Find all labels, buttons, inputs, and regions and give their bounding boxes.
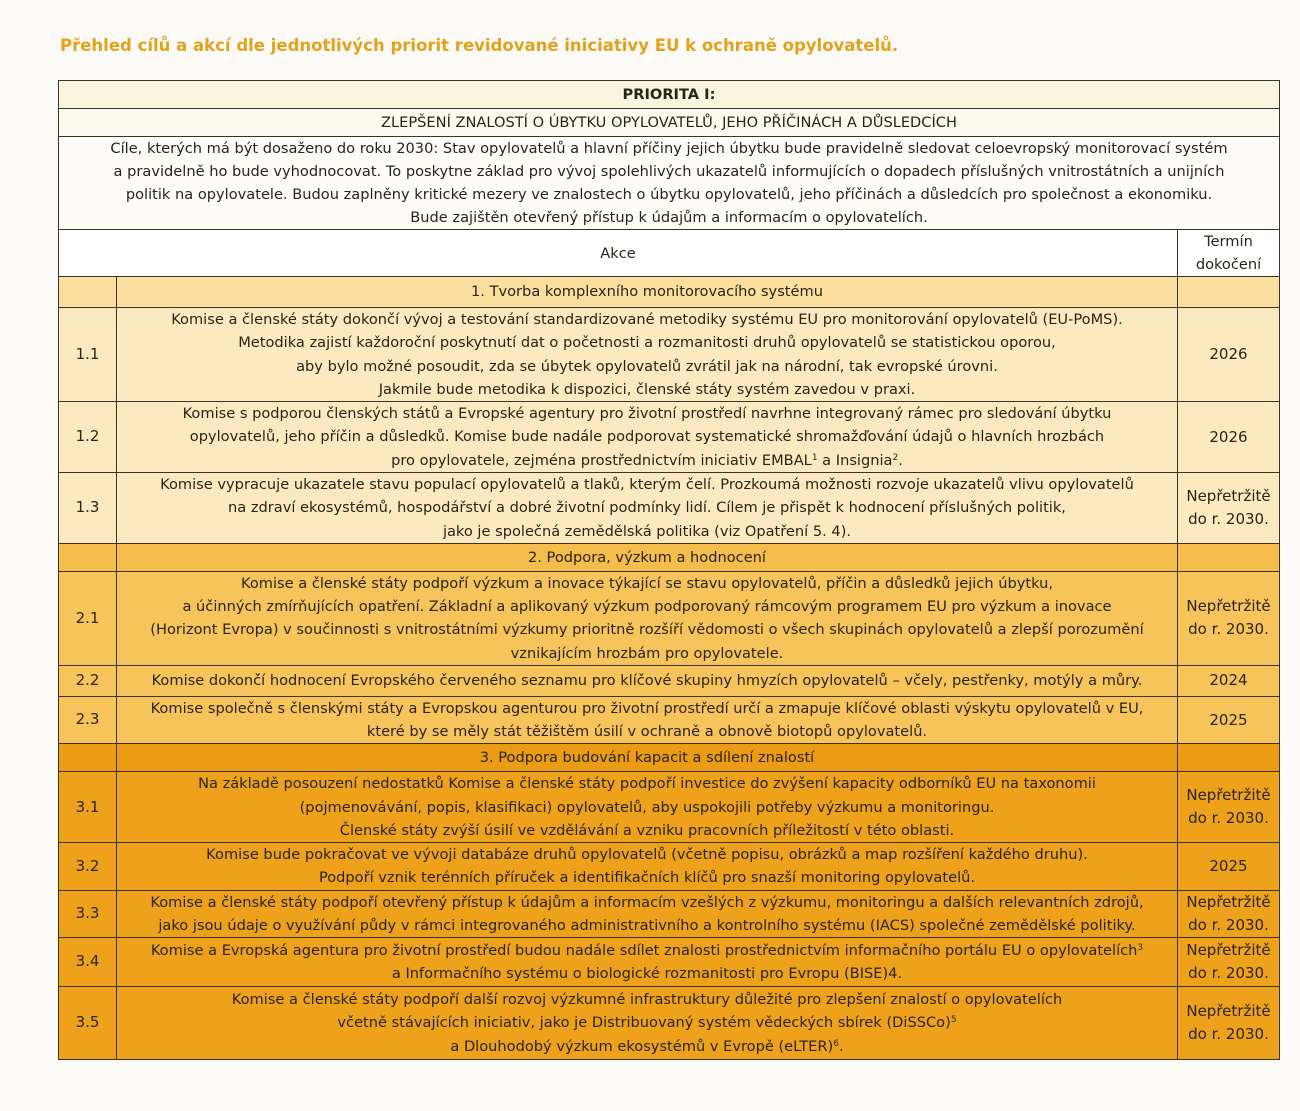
action-line-text: a Dlouhodobý výzkum ekosystémů v Evropě (eLTER) [450, 1037, 834, 1055]
action-term [1177, 772, 1279, 843]
action-row [59, 402, 1280, 473]
action-line-text: pro opylovatele, zejména prostřednictvím iniciativ EMBAL [391, 451, 812, 469]
action-line [123, 378, 1171, 401]
action-line-text: Komise vypracuje ukazatele stavu populací opylovatelů a tlaků, kterým čelí. Prozkoumá možnosti rozvoje ukazatelů vlivu opylovatelů [160, 476, 1134, 494]
column-header-action: Akce [59, 230, 1178, 277]
action-line [123, 331, 1171, 354]
section-term-spacer [1177, 544, 1279, 572]
action-description [117, 308, 1178, 402]
action-term-line: 2026 [1209, 427, 1248, 446]
priority-subtitle-row [59, 109, 1280, 137]
action-term-line: 2026 [1209, 345, 1248, 363]
action-description [117, 473, 1178, 544]
section-row [59, 744, 1280, 772]
action-description [117, 696, 1178, 743]
action-line-text: jako je společná zemědělská politika (viz Opatření 5. 4). [442, 522, 852, 540]
action-number: 2.2 [59, 665, 117, 696]
action-line-text: Na základě posouzení nedostatků Komise a členské státy podpoří investice do zvýšení kapacity odborníků EU na taxonomii [198, 775, 1096, 793]
action-number: 2.1 [59, 572, 117, 666]
action-number: 3.1 [59, 772, 117, 843]
action-description [117, 572, 1178, 666]
action-line-text: aby bylo možné posoudit, zda se úbytek opylovatelů zvrátil jak na národní, tak evropské úrovni. [296, 357, 998, 375]
action-term [1177, 473, 1279, 544]
footnote-ref: 6 [833, 1038, 839, 1049]
action-line [123, 425, 1171, 448]
action-row [59, 572, 1280, 666]
action-line [123, 914, 1171, 937]
action-line-text: jako jsou údaje o využívání půdy v rámci integrovaného administrativního a kontrolního systému (IACS) společné zemědělské politiky. [158, 916, 1136, 934]
action-line [123, 772, 1171, 795]
action-line [123, 669, 1171, 692]
action-line [123, 402, 1171, 425]
action-line [123, 891, 1171, 914]
document-title: Přehled cílů a akcí dle jednotlivých priorit revidované iniciativy EU k ochraně opylovatelů. [60, 36, 899, 55]
column-header-term-line: dokočení [1195, 256, 1262, 273]
section-number-spacer [59, 277, 117, 308]
column-header-term [1177, 230, 1279, 277]
action-row [59, 308, 1280, 402]
action-term-line: do r. 2030. [1188, 915, 1269, 934]
footnote-ref: 2 [892, 452, 899, 463]
action-line-text: na zdraví ekosystémů, hospodářství a dobré životní podmínky lidí. Cílem je přispět k hodnocení příslušných politik, [228, 499, 1066, 517]
action-term [1177, 665, 1279, 696]
action-row [59, 890, 1280, 937]
action-term-line: do r. 2030. [1188, 964, 1269, 983]
action-line [123, 1035, 1171, 1058]
action-description [117, 772, 1178, 843]
action-line [123, 866, 1171, 889]
action-term-line: do r. 2030. [1188, 510, 1269, 528]
priority-goal-text [59, 137, 1280, 230]
action-row [59, 665, 1280, 696]
action-line-text: (Horizont Evropa) v součinnosti s vnitrostátními výzkumy prioritně rozšíří vědomosti o všech skupinách opylovatelů a zlepší porozumění [150, 621, 1144, 639]
action-row [59, 843, 1280, 890]
action-line [123, 819, 1171, 842]
action-line [123, 1011, 1171, 1034]
footnote-ref: 5 [950, 1015, 957, 1026]
action-line-text: Metodika zajistí každoroční poskytnutí dat o početnosti a rozmanitosti druhů opylovatelů se statistickou oporou, [238, 334, 1056, 352]
action-term [1177, 987, 1279, 1060]
action-line-text: opylovatelů, jeho příčin a důsledků. Komise bude nadále podporovat systematické shromažďování údajů o hlavních hrozbách [189, 428, 1105, 446]
action-line [123, 843, 1171, 866]
action-line-text: Komise a členské státy podpoří výzkum a inovace týkající se stavu opylovatelů, příčin a důsledků jejich úbytku, [241, 575, 1053, 592]
priority-subtitle: ZLEPŠENÍ ZNALOSTÍ O ÚBYTKU OPYLOVATELŮ, JEHO PŘÍČINÁCH A DŮSLEDCÍCH [59, 109, 1280, 137]
action-term-line: do r. 2030. [1188, 1025, 1269, 1044]
action-line-text: (pojmenovávání, popis, klasifikaci) opylovatelů, aby uspokojili potřeby výzkumu a monitoringu. [299, 798, 995, 816]
action-term-line: do r. 2030. [1188, 809, 1269, 828]
action-term [1177, 843, 1279, 890]
action-number: 3.3 [59, 890, 117, 937]
action-term-line: 2024 [1209, 671, 1248, 690]
action-line [123, 618, 1171, 641]
action-line-text: a Insignia [817, 451, 893, 469]
action-line [123, 962, 1171, 985]
action-line [123, 642, 1171, 665]
action-term-line: do r. 2030. [1188, 620, 1269, 639]
action-term-line: Nepřetržitě [1186, 786, 1271, 805]
section-number-spacer [59, 544, 117, 572]
action-line-text: a účinných zmírňujících opatření. Základní a aplikovaný výzkum podporovaný rámcovým programem EU pro výzkum a inovace [182, 598, 1112, 616]
action-number: 1.3 [59, 473, 117, 544]
action-description [117, 890, 1178, 937]
goal-line: politik na opylovatele. Budou zaplněny kritické mezery ve znalostech o úbytku opylovatelů, jeho příčinách a důsledcích pro společnost a ekonomiku. [125, 186, 1213, 203]
section-title: 3. Podpora budování kapacit a sdílení znalostí [117, 744, 1178, 772]
action-line [123, 720, 1171, 743]
action-line-text: Členské státy zvýší úsilí ve vzdělávání a vzniku pracovních příležitostí v této oblasti. [339, 821, 955, 839]
action-line [123, 939, 1171, 962]
column-header-term-line: Termín [1204, 233, 1253, 250]
section-title: 2. Podpora, výzkum a hodnocení [117, 544, 1178, 572]
action-line-text: včetně stávajících iniciativ, jako je Distribuovaný systém vědeckých sbírek (DiSSCo) [337, 1014, 951, 1032]
action-row [59, 696, 1280, 743]
priority-table [58, 80, 1280, 1060]
action-term-line: 2025 [1209, 856, 1248, 875]
section-row [59, 277, 1280, 308]
action-description [117, 843, 1178, 890]
footnote-ref: 1 [811, 452, 818, 463]
action-term [1177, 402, 1279, 473]
action-description [117, 938, 1178, 987]
goal-line: a pravidelně ho bude vyhodnocovat. To poskytne základ pro vývoj spolehlivých ukazatelů informujících o dopadech příslušných vnitrostátních a unijních [113, 163, 1225, 180]
priority-heading: PRIORITA I: [59, 81, 1280, 109]
priority-goal-row [59, 137, 1280, 230]
action-line [123, 572, 1171, 595]
action-line-text: Komise a členské státy dokončí vývoj a testování standardizované metodiky systému EU pro monitorování opylovatelů (EU-PoMS). [171, 311, 1123, 329]
action-number: 1.2 [59, 402, 117, 473]
action-line [123, 355, 1171, 378]
action-term-line: Nepřetržitě [1186, 892, 1271, 911]
action-row [59, 473, 1280, 544]
action-line-text: Komise a členské státy podpoří další rozvoj výzkumné infrastruktury důležité pro zlepšení znalostí o opylovatelích [231, 991, 1063, 1009]
section-title: 1. Tvorba komplexního monitorovacího systému [117, 277, 1178, 308]
action-line [123, 796, 1171, 819]
goal-line: Bude zajištěn otevřený přístup k údajům a informacím o opylovatelích. [410, 209, 928, 226]
action-term-line: Nepřetržitě [1186, 1002, 1271, 1021]
footnote-ref: 3 [1137, 942, 1144, 953]
action-term [1177, 308, 1279, 402]
action-description [117, 402, 1178, 473]
action-term-line: Nepřetržitě [1186, 941, 1271, 960]
action-term-line: Nepřetržitě [1186, 487, 1271, 505]
action-line [123, 697, 1171, 720]
action-line [123, 308, 1171, 331]
action-description [117, 987, 1178, 1060]
section-number-spacer [59, 744, 117, 772]
action-line-text: Podpoří vznik terénních příruček a identifikačních klíčů pro snazší monitoring opylovatelů. [318, 869, 976, 887]
action-term [1177, 696, 1279, 743]
action-line-text: . [898, 451, 903, 469]
action-line-text: Komise společně s členskými státy a Evropskou agenturou pro životní prostředí určí a zmapuje klíčové oblasti výskytu opylovatelů v EU, [150, 699, 1144, 717]
section-row [59, 544, 1280, 572]
footnote-mark [951, 1015, 957, 1025]
action-row [59, 987, 1280, 1060]
action-line-text: Komise s podporou členských států a Evropské agentury pro životní prostředí navrhne integrovaný rámec pro sledování úbytku [182, 405, 1112, 423]
action-line-text: vznikajícím hrozbám pro opylovatele. [510, 644, 784, 662]
action-line [123, 473, 1171, 496]
action-term-line: Nepřetržitě [1186, 597, 1271, 616]
section-term-spacer [1177, 744, 1279, 772]
action-line [123, 449, 1171, 472]
action-row [59, 772, 1280, 843]
goal-line: Cíle, kterých má být dosaženo do roku 2030: Stav opylovatelů a hlavní příčiny jejich úbytku bude pravidelně sledovat celoevropský monitorovací systém [110, 140, 1228, 157]
action-row [59, 938, 1280, 987]
action-term-line: 2025 [1209, 710, 1248, 729]
action-number: 3.5 [59, 987, 117, 1060]
action-number: 2.3 [59, 696, 117, 743]
section-term-spacer [1177, 277, 1279, 308]
action-description [117, 665, 1178, 696]
action-number: 3.2 [59, 843, 117, 890]
priority-heading-row [59, 81, 1280, 109]
action-line [123, 595, 1171, 618]
action-line-text: Jakmile bude metodika k dispozici, členské státy systém zavedou v praxi. [378, 380, 916, 398]
action-line-text: Komise a Evropská agentura pro životní prostředí budou nadále sdílet znalosti prostřednictvím informačního portálu EU o opylovatelích [150, 941, 1138, 959]
action-term [1177, 890, 1279, 937]
action-line [123, 988, 1171, 1011]
action-line-text: které by se měly stát těžištěm úsilí v ochraně a obnově biotopů opylovatelů. [366, 723, 928, 741]
priority-table-body [59, 81, 1280, 1060]
action-number: 1.1 [59, 308, 117, 402]
action-term [1177, 572, 1279, 666]
action-number: 3.4 [59, 938, 117, 987]
action-line [123, 496, 1171, 519]
action-term [1177, 938, 1279, 987]
footnote-mark [1137, 943, 1143, 953]
action-line-text: Komise bude pokračovat ve vývoji databáze druhů opylovatelů (včetně popisu, obrázků a map rozšíření každého druhu). [206, 846, 1088, 864]
action-line-text: a Informačního systému o biologické rozmanitosti pro Evropu (BISE)4. [391, 965, 903, 983]
action-line-text: . [838, 1037, 844, 1055]
column-header-row [59, 230, 1280, 277]
action-line-text: Komise a členské státy podpoří otevřený přístup k údajům a informacím vzešlých z výzkumu, monitoringu a dalších relevantních zdrojů, [150, 893, 1144, 911]
action-line [123, 520, 1171, 543]
action-line-text: Komise dokončí hodnocení Evropského červeného seznamu pro klíčové skupiny hmyzích opylovatelů – včely, pestřenky, motýly a můry. [151, 672, 1143, 690]
